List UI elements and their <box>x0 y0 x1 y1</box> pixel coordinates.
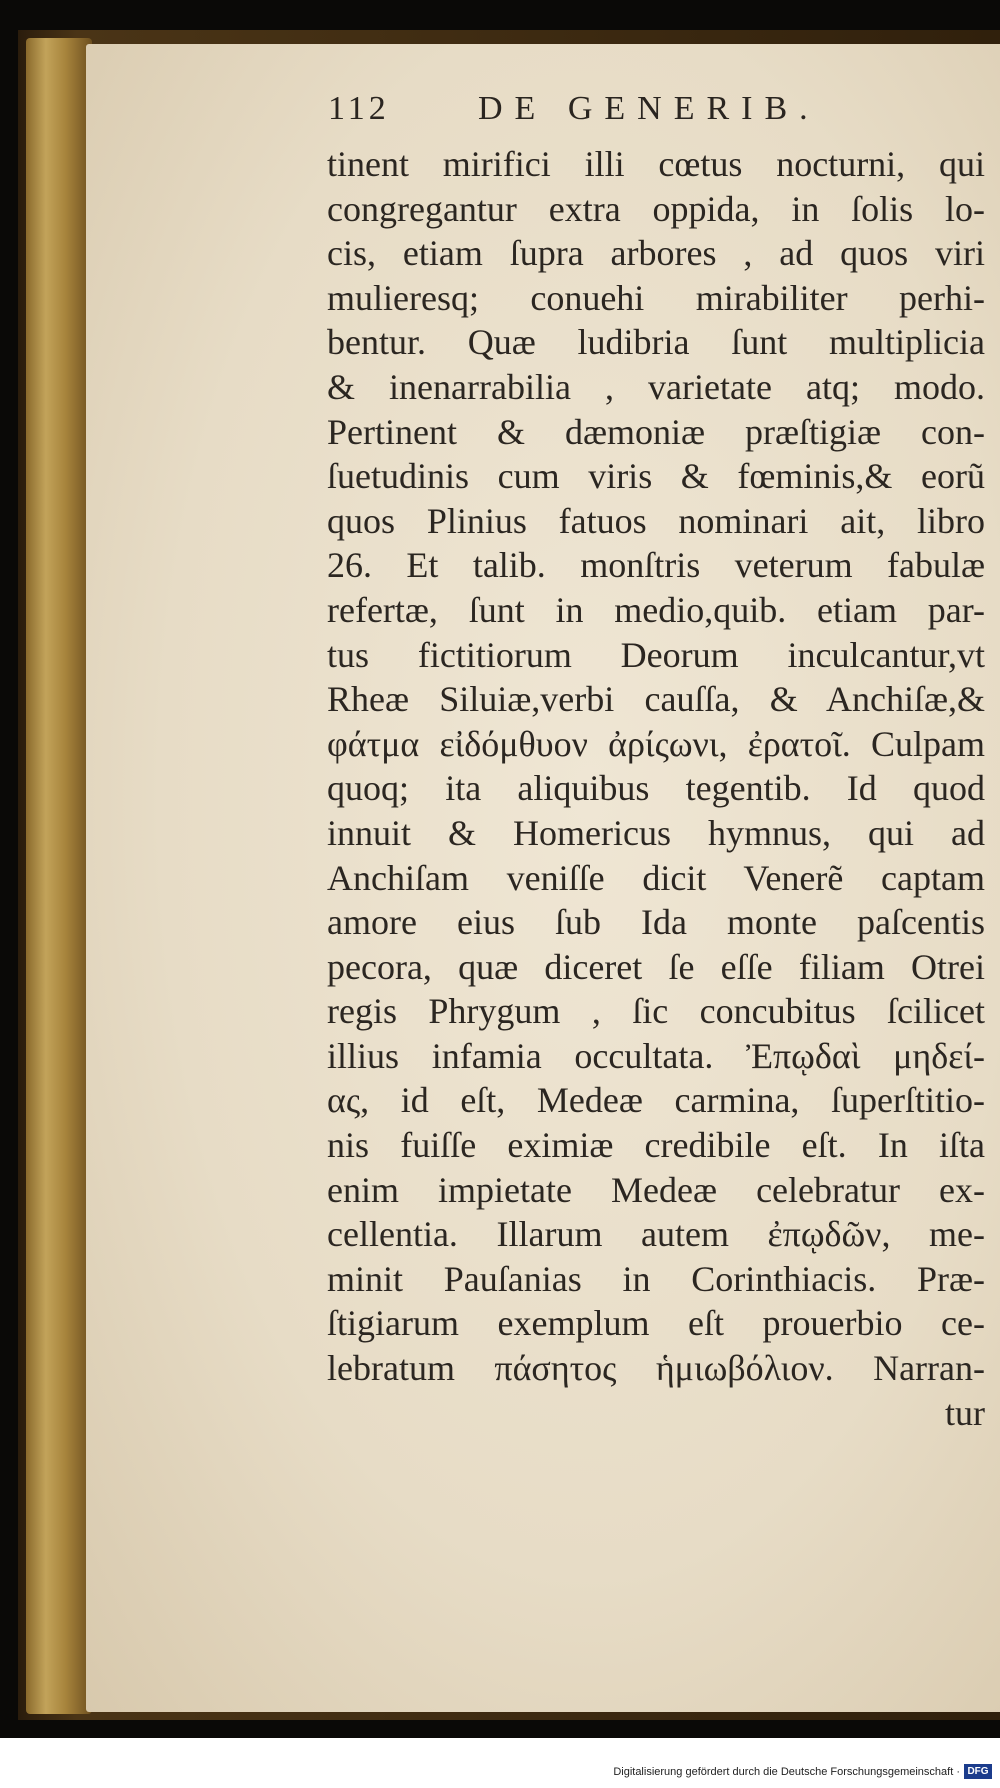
text-line: & inenarrabilia , varietate atq; modo. <box>327 366 985 407</box>
text-line: ας, id eſt, Medeæ carmina, ſuperſtitio- <box>327 1080 985 1121</box>
text-line: illius infamia occultata. Ἐπῳδαὶ μηδεί- <box>327 1035 985 1076</box>
text-line: nis fuiſſe eximiæ credibile eſt. In iſta <box>327 1125 985 1166</box>
text-line: cellentia. Illarum autem ἐπῳδῶν, me- <box>327 1214 985 1255</box>
text-line: regis Phrygum , ſic concubitus ſcilicet <box>327 991 985 1032</box>
running-title: DE GENERIB. <box>478 90 820 127</box>
text-line: φάτμα εἰδόμθυον ἀρίςωνι, ἐρατοῖ. Culpam <box>327 723 985 764</box>
text-block <box>327 142 985 1435</box>
text-line: tinent mirifici illi cœtus nocturni, qui <box>327 144 985 184</box>
text-line: tus fictitiorum Deorum inculcantur,vt <box>327 634 985 675</box>
running-header <box>328 90 968 130</box>
text-line: Anchiſam veniſſe dicit Venerẽ captam <box>327 857 985 898</box>
digitization-footer <box>0 1738 1000 1788</box>
text-line: ſtigiarum exemplum eſt prouerbio ce- <box>327 1303 985 1344</box>
text-line: Pertinent & dæmoniæ præſtigiæ con- <box>327 411 985 452</box>
funding-credit: Digitalisierung gefördert durch die Deutsche Forschungsgemeinschaft · <box>613 1766 960 1778</box>
text-line: mulieresq; conuehi mirabiliter perhi- <box>327 277 985 318</box>
text-line: quoq; ita aliquibus tegentib. Id quod <box>327 768 985 809</box>
text-line: innuit & Homericus hymnus, qui ad <box>327 812 985 853</box>
text-line: Rheæ Siluiæ,verbi cauſſa, & Anchiſæ,& <box>327 679 985 720</box>
text-line: amore eius ſub Ida monte paſcentis <box>327 902 985 943</box>
page-edges <box>26 38 92 1714</box>
page-number: 112 <box>328 90 390 127</box>
text-line: bentur. Quæ ludibria ſunt multiplicia <box>327 322 985 363</box>
text-line: pecora, quæ diceret ſe eſſe filiam Otrei <box>327 946 985 987</box>
text-line: quos Plinius fatuos nominari ait, libro <box>327 500 985 541</box>
text-line: minit Pauſanias in Corinthiacis. Præ- <box>327 1258 985 1299</box>
text-line: lebratum πάσητος ἡμιωβόλιον. Narran- <box>327 1348 985 1389</box>
text-line: congregantur extra oppida, in ſolis lo- <box>327 188 985 229</box>
dfg-logo: DFG <box>964 1764 992 1779</box>
text-line: ſuetudinis cum viris & fœminis,& eorũ <box>327 456 985 497</box>
text-line: enim impietate Medeæ celebratur ex- <box>327 1169 985 1210</box>
text-line: cis, etiam ſupra arbores , ad quos viri <box>327 233 985 274</box>
text-line: 26. Et talib. monſtris veterum fabulæ <box>327 545 985 586</box>
text-line: refertæ, ſunt in medio,quib. etiam par- <box>327 589 985 630</box>
catchword: tur <box>945 1392 985 1433</box>
